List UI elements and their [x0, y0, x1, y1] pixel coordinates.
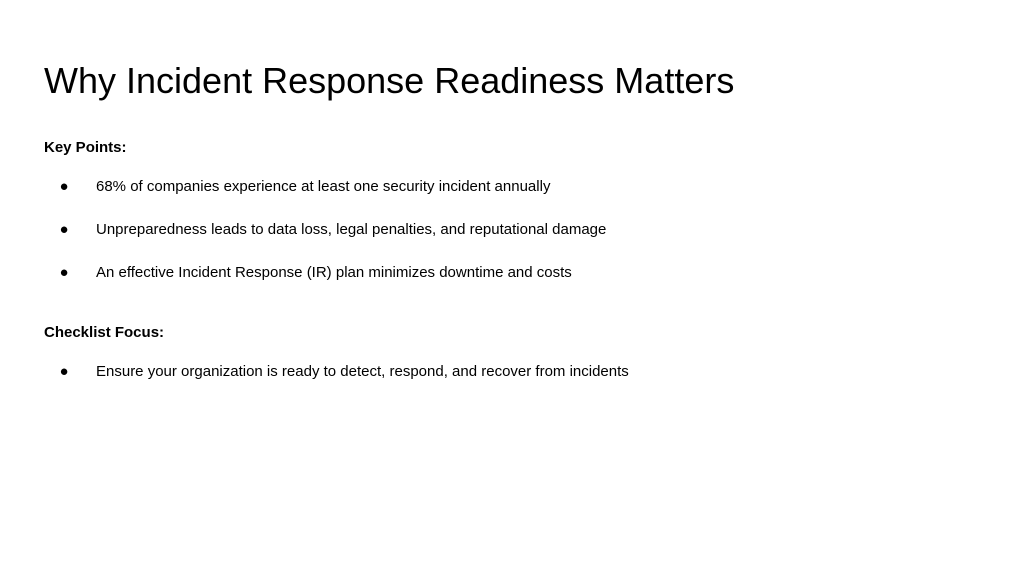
key-points-heading: Key Points: — [44, 139, 127, 156]
bullet-text: An effective Incident Response (IR) plan minimizes downtime and costs — [96, 264, 572, 281]
bullet-icon: ● — [59, 221, 69, 238]
bullet-text: Ensure your organization is ready to detect, respond, and recover from incidents — [96, 363, 629, 380]
bullet-text: 68% of companies experience at least one security incident annually — [96, 178, 551, 195]
bullet-icon: ● — [59, 178, 69, 195]
slide-title: Why Incident Response Readiness Matters — [44, 60, 735, 101]
checklist-focus-heading: Checklist Focus: — [44, 324, 165, 341]
bullet-icon: ● — [59, 363, 69, 380]
bullet-icon: ● — [59, 264, 69, 281]
bullet-text: Unpreparedness leads to data loss, legal penalties, and reputational damage — [96, 221, 607, 238]
